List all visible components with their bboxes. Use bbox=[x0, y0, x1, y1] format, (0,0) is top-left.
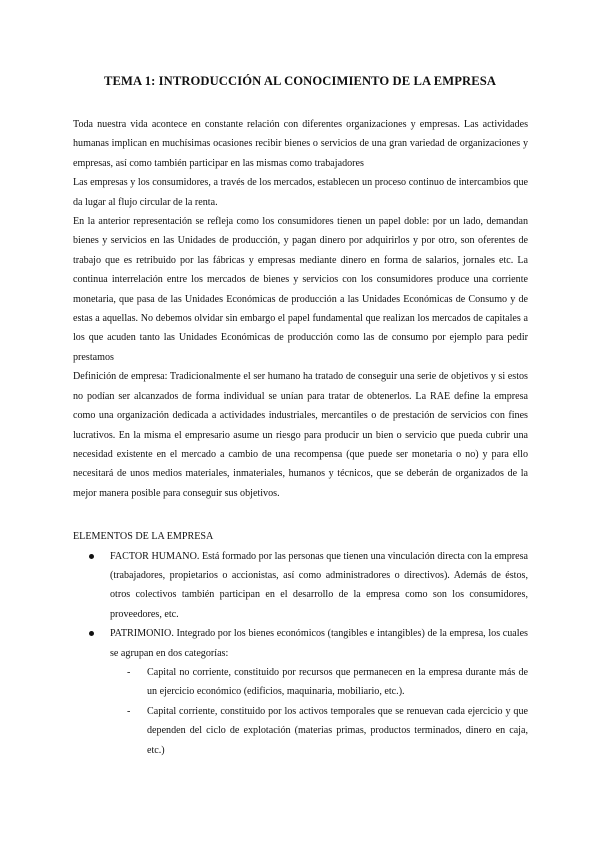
sublist-item-non-current-capital: - Capital no corriente, constituido por recursos que permanecen en la empresa durante más de un ejercicio económico (edificios, maquinaria, mobiliario, etc.). bbox=[147, 663, 528, 702]
paragraph-intro: Toda nuestra vida acontece en constante relación con diferentes organizaciones y empresas. Las actividades humanas implican en muchísimas ocasiones recibir bienes o servicios de una gran variedad de organizaciones y empresas, así como también participar en las mismas como trabajadores bbox=[73, 119, 528, 169]
list-item-text: PATRIMONIO. Integrado por los bienes económicos (tangibles e intangibles) de la empresa, los cuales se agrupan en dos categorías: bbox=[110, 628, 528, 659]
list-item-text: FACTOR HUMANO. Está formado por las personas que tienen una vinculación directa con la empresa (trabajadores, propietarios o accionistas, así como administradores o directivos). Además de éstos, otros colectivos también participan en el desarrollo de la empresa como son los consumidores, proveedores, etc. bbox=[110, 550, 528, 620]
document-body bbox=[73, 115, 528, 760]
paragraph-circular-flow: Las empresas y los consumidores, a través de los mercados, establecen un proceso continuo de intercambios que da lugar al flujo circular de la renta. bbox=[73, 177, 528, 208]
paragraph-definition: Definición de empresa: Tradicionalmente el ser humano ha tratado de conseguir una serie de objetivos y si estos no podían ser alcanzados de forma individual se unían para tratar de obtenerlos. La RAE define la empresa como una organización dedicada a actividades industriales, mercantiles o de prestación de servicios con fines lucrativos. En la misma el empresario asume un riesgo para producir un bien o servicio que pueda cubrir una necesidad existente en el mercado a cambio de una recompensa (que puede ser monetaria o no) y para ello necesitará de unos medios materiales, inmateriales, humanos y técnicos, que se deberán de organizados de la mejor manera posible para conseguir sus objetivos. bbox=[73, 371, 528, 499]
elements-list bbox=[73, 547, 528, 760]
sublist-item-current-capital: - Capital corriente, constituido por los activos temporales que se renuevan cada ejercicio y que dependen del ciclo de explotación (materias primas, productos terminados, dinero en caja, etc.) bbox=[147, 702, 528, 760]
patrimony-sublist bbox=[110, 663, 528, 760]
paragraph-consumers-role: En la anterior representación se refleja como los consumidores tienen un papel doble: por un lado, demandan bienes y servicios en las Unidades de producción, y pagan dinero por adquirirlos y por otro, son oferentes de trabajo que es retribuido por las fábricas y empresas mediante dinero en forma de salarios, jornales etc. La continua interrelación entre los mercados de bienes y servicios con los consumidores produce una corriente monetaria, que pasa de las Unidades Económicas de producción a las Unidades Económicas de Consumo y de estas a aquellas. No debemos olvidar sin embargo el papel fundamental que realizan los mercados de capitales a los que acuden tanto las Unidades Económicas de producción como las de consumo por ejemplo para pedir prestamos bbox=[73, 216, 528, 363]
section-title: ELEMENTOS DE LA EMPRESA bbox=[73, 531, 214, 543]
list-item-patrimony bbox=[110, 624, 528, 760]
page-title: TEMA 1: INTRODUCCIÓN AL CONOCIMIENTO DE LA EMPRESA bbox=[103, 74, 497, 88]
list-item-human-factor bbox=[110, 547, 528, 625]
